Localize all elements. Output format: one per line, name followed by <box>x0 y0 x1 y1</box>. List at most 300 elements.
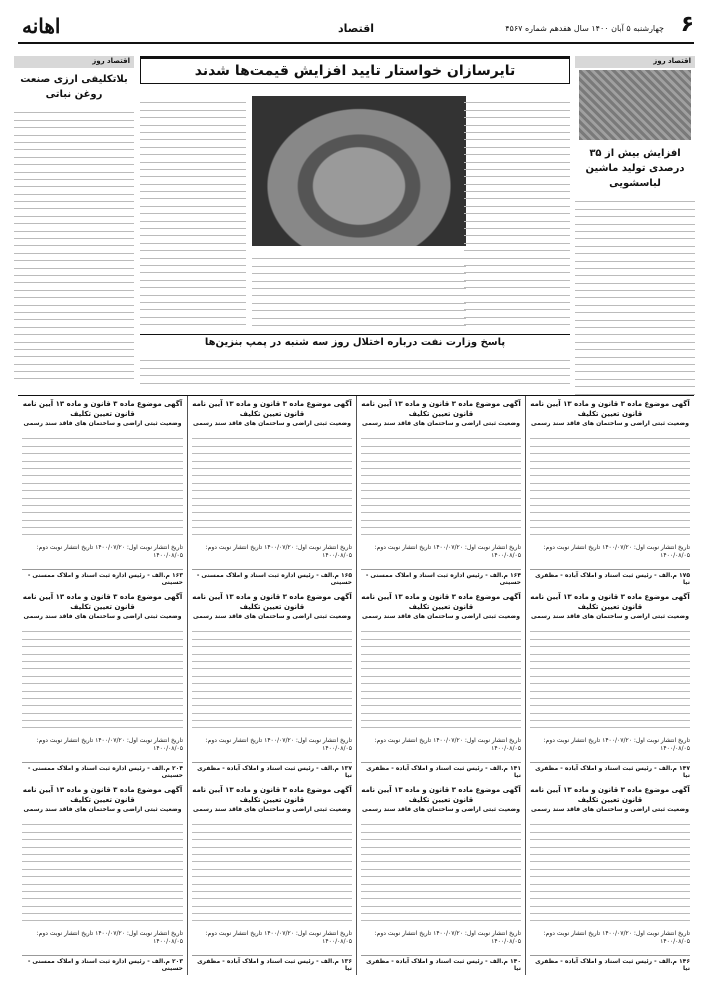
text-line <box>14 180 134 187</box>
text-line <box>22 721 183 728</box>
article-headline: بلاتکلیفی ارزی صنعت روغن نباتی <box>20 74 128 100</box>
text-line <box>192 632 352 639</box>
text-line <box>361 870 521 877</box>
text-line <box>192 818 352 825</box>
text-line <box>530 862 690 869</box>
text-line <box>140 281 246 288</box>
text-line <box>140 111 246 118</box>
text-line <box>140 259 246 266</box>
text-line <box>140 273 246 280</box>
notice-subtitle: وضعیت ثبتی اراضی و ساختمان های فاقد سند رسمی <box>193 806 351 813</box>
text-line <box>22 833 183 840</box>
text-line <box>22 885 183 892</box>
text-line <box>361 855 521 862</box>
text-line <box>464 133 570 140</box>
notice-subtitle: وضعیت ثبتی اراضی و ساختمان های فاقد سند رسمی <box>193 420 351 427</box>
text-line <box>192 848 352 855</box>
text-line <box>464 310 570 317</box>
text-line <box>14 313 134 320</box>
notice-signature: ۱۷۵ م.الف - رئیس ثبت اسناد و املاک آباده - مظفری نیا <box>530 569 690 586</box>
text-line <box>140 199 246 206</box>
text-line <box>575 291 695 298</box>
text-line <box>530 706 690 713</box>
main-headline: تایرسازان خواستار تایید افزایش قیمت‌ها شدند <box>140 56 570 84</box>
notice-title: آگهی موضوع ماده ۳ قانون و ماده ۱۳ آیین نامه قانون تعیین تکلیف <box>530 786 690 804</box>
text-line <box>575 239 695 246</box>
legal-notice <box>525 589 694 782</box>
text-line <box>22 848 183 855</box>
text-line <box>464 170 570 177</box>
text-line <box>140 163 246 170</box>
notice-signature: ۱۶۵ م.الف - رئیس اداره ثبت اسناد و املاک ممسنی - حسینی <box>192 569 352 586</box>
text-line <box>575 387 695 394</box>
text-line <box>361 528 521 535</box>
text-line <box>530 439 690 446</box>
text-line <box>192 870 352 877</box>
text-line <box>575 306 695 313</box>
left-column <box>14 56 134 386</box>
text-line <box>464 126 570 133</box>
text-line <box>14 320 134 327</box>
text-line <box>14 128 134 135</box>
text-line <box>140 244 246 251</box>
text-line <box>530 447 690 454</box>
text-line <box>140 192 246 199</box>
notice-subtitle: وضعیت ثبتی اراضی و ساختمان های فاقد سند رسمی <box>23 420 182 427</box>
legal-notice <box>356 782 525 975</box>
text-line <box>252 267 466 274</box>
text-line <box>464 148 570 155</box>
text-line <box>14 335 134 342</box>
text-line <box>464 199 570 206</box>
text-line <box>192 840 352 847</box>
notice-dates: تاریخ انتشار نوبت اول: ۱۴۰۰/۰۷/۲۰ تاریخ انتشار نوبت دوم: ۱۴۰۰/۰۸/۰۵ <box>543 544 690 559</box>
text-line <box>192 699 352 706</box>
text-line <box>530 528 690 535</box>
text-line <box>192 640 352 647</box>
article-body <box>14 106 134 386</box>
text-line <box>464 273 570 280</box>
text-line <box>192 506 352 513</box>
notice-body <box>530 625 690 735</box>
text-line <box>22 914 183 921</box>
text-line <box>14 195 134 202</box>
text-line <box>14 209 134 216</box>
text-line <box>575 254 695 261</box>
text-line <box>530 833 690 840</box>
text-line <box>361 521 521 528</box>
text-line <box>575 247 695 254</box>
notice-signature: ۱۶۴ م.الف - رئیس اداره ثبت اسناد و املاک ممسنی - حسینی <box>361 569 521 586</box>
text-line <box>192 499 352 506</box>
text-line <box>22 439 183 446</box>
text-line <box>22 714 183 721</box>
text-line <box>22 825 183 832</box>
text-line <box>140 310 246 317</box>
text-line <box>575 343 695 350</box>
text-line <box>22 491 183 498</box>
article-body <box>575 195 695 395</box>
notice-body <box>22 432 183 542</box>
text-line <box>361 885 521 892</box>
text-line <box>14 328 134 335</box>
text-line <box>192 907 352 914</box>
text-line <box>192 528 352 535</box>
text-line <box>361 447 521 454</box>
main-body-right <box>464 96 570 328</box>
notice-signature: ۱۴۶ م.الف - رئیس ثبت اسناد و املاک آباده - مظفری نیا <box>530 955 690 972</box>
text-line <box>140 376 570 383</box>
text-line <box>192 469 352 476</box>
text-line <box>530 892 690 899</box>
text-line <box>464 111 570 118</box>
text-line <box>14 106 134 113</box>
text-line <box>530 655 690 662</box>
dateline: چهارشنبه ۵ آبان ۱۴۰۰ سال هفدهم شماره ۴۵۶۷ <box>505 24 664 33</box>
text-line <box>464 318 570 325</box>
notice-subtitle: وضعیت ثبتی اراضی و ساختمان های فاقد سند رسمی <box>362 613 520 620</box>
text-line <box>530 469 690 476</box>
text-line <box>464 244 570 251</box>
text-line <box>361 907 521 914</box>
notice-signature: ۱۳۶ م.الف - رئیس ثبت اسناد و املاک آباده - مظفری نیا <box>192 955 352 972</box>
text-line <box>252 304 466 311</box>
notice-title: آگهی موضوع ماده ۳ قانون و ماده ۱۳ آیین نامه قانون تعیین تکلیف <box>192 400 352 418</box>
text-line <box>22 640 183 647</box>
text-line <box>530 899 690 906</box>
text-line <box>575 335 695 342</box>
text-line <box>140 96 246 103</box>
text-line <box>140 126 246 133</box>
text-line <box>14 365 134 372</box>
text-line <box>192 647 352 654</box>
notice-dates: تاریخ انتشار نوبت اول: ۱۴۰۰/۰۷/۲۰ تاریخ انتشار نوبت دوم: ۱۴۰۰/۰۸/۰۵ <box>36 544 183 559</box>
notice-subtitle: وضعیت ثبتی اراضی و ساختمان های فاقد سند رسمی <box>531 806 689 813</box>
text-line <box>530 825 690 832</box>
text-line <box>22 432 183 439</box>
text-line <box>140 354 570 361</box>
text-line <box>530 840 690 847</box>
text-line <box>464 207 570 214</box>
text-line <box>192 855 352 862</box>
text-line <box>361 506 521 513</box>
text-line <box>252 252 466 259</box>
text-line <box>22 855 183 862</box>
text-line <box>192 721 352 728</box>
text-line <box>575 225 695 232</box>
main-body-bottom <box>252 252 466 328</box>
text-line <box>14 202 134 209</box>
page-number: ۶ <box>680 12 694 37</box>
text-line <box>140 103 246 110</box>
text-line <box>140 266 246 273</box>
text-line <box>464 288 570 295</box>
text-line <box>575 232 695 239</box>
text-line <box>361 892 521 899</box>
text-line <box>575 350 695 357</box>
text-line <box>192 706 352 713</box>
text-line <box>361 862 521 869</box>
notice-body <box>530 432 690 542</box>
main-body-left <box>140 96 246 328</box>
text-line <box>22 521 183 528</box>
text-line <box>361 840 521 847</box>
text-line <box>22 662 183 669</box>
text-line <box>464 192 570 199</box>
text-line <box>530 885 690 892</box>
text-line <box>22 699 183 706</box>
text-line <box>140 303 246 310</box>
notice-dates: تاریخ انتشار نوبت اول: ۱۴۰۰/۰۷/۲۰ تاریخ انتشار نوبت دوم: ۱۴۰۰/۰۸/۰۵ <box>36 930 183 945</box>
notice-subtitle: وضعیت ثبتی اراضی و ساختمان های فاقد سند رسمی <box>23 806 182 813</box>
notice-dates: تاریخ انتشار نوبت اول: ۱۴۰۰/۰۷/۲۰ تاریخ انتشار نوبت دوم: ۱۴۰۰/۰۸/۰۵ <box>205 544 352 559</box>
text-line <box>361 825 521 832</box>
text-line <box>575 284 695 291</box>
text-line <box>192 521 352 528</box>
newspaper-logo: اهانه <box>22 14 61 38</box>
text-line <box>192 513 352 520</box>
text-line <box>14 291 134 298</box>
notice-body <box>192 432 352 542</box>
section-tag: اقتصاد روز <box>14 56 134 68</box>
notice-dates: تاریخ انتشار نوبت اول: ۱۴۰۰/۰۷/۲۰ تاریخ انتشار نوبت دوم: ۱۴۰۰/۰۸/۰۵ <box>543 930 690 945</box>
notice-subtitle: وضعیت ثبتی اراضی و ساختمان های فاقد سند رسمی <box>531 613 689 620</box>
text-line <box>22 692 183 699</box>
notice-body <box>361 818 521 928</box>
text-line <box>140 361 570 368</box>
text-line <box>252 296 466 303</box>
text-line <box>361 833 521 840</box>
notice-title: آگهی موضوع ماده ۳ قانون و ماده ۱۳ آیین نامه قانون تعیین تکلیف <box>192 786 352 804</box>
text-line <box>530 848 690 855</box>
text-line <box>22 476 183 483</box>
text-line <box>530 632 690 639</box>
legal-notices-grid <box>18 395 694 975</box>
notice-signature: ۲۰۳ م.الف - رئیس اداره ثبت اسناد و املاک ممسنی - حسینی <box>22 955 183 972</box>
text-line <box>22 625 183 632</box>
text-line <box>140 222 246 229</box>
text-line <box>22 632 183 639</box>
notice-title: آگهی موضوع ماده ۳ قانون و ماده ۱۳ آیین نامه قانون تعیین تکلیف <box>530 593 690 611</box>
text-line <box>575 313 695 320</box>
notice-dates: تاریخ انتشار نوبت اول: ۱۴۰۰/۰۷/۲۰ تاریخ انتشار نوبت دوم: ۱۴۰۰/۰۸/۰۵ <box>374 737 521 752</box>
text-line <box>140 229 246 236</box>
text-line <box>192 662 352 669</box>
text-line <box>361 462 521 469</box>
text-line <box>361 699 521 706</box>
text-line <box>530 640 690 647</box>
text-line <box>14 350 134 357</box>
text-line <box>22 647 183 654</box>
section-title: اقتصاد <box>337 22 375 35</box>
text-line <box>361 454 521 461</box>
page-header <box>18 14 694 44</box>
text-line <box>361 625 521 632</box>
notice-body <box>22 625 183 735</box>
text-line <box>361 655 521 662</box>
text-line <box>192 669 352 676</box>
notice-body <box>530 818 690 928</box>
legal-notice <box>356 396 525 589</box>
text-line <box>22 899 183 906</box>
text-line <box>361 848 521 855</box>
text-line <box>530 684 690 691</box>
sub-headline: پاسخ وزارت نفت درباره اختلال روز سه شنبه در پمپ بنزین‌ها <box>140 334 570 352</box>
text-line <box>14 372 134 379</box>
text-line <box>22 454 183 461</box>
legal-notice <box>18 782 187 975</box>
notice-subtitle: وضعیت ثبتی اراضی و ساختمان های فاقد سند رسمی <box>193 613 351 620</box>
text-line <box>192 862 352 869</box>
notice-title: آگهی موضوع ماده ۳ قانون و ماده ۱۳ آیین نامه قانون تعیین تکلیف <box>22 400 183 418</box>
text-line <box>22 818 183 825</box>
text-line <box>361 491 521 498</box>
text-line <box>464 266 570 273</box>
text-line <box>22 499 183 506</box>
text-line <box>530 513 690 520</box>
text-line <box>192 892 352 899</box>
text-line <box>14 113 134 120</box>
main-story <box>140 56 570 386</box>
text-line <box>464 214 570 221</box>
text-line <box>530 669 690 676</box>
text-line <box>14 276 134 283</box>
text-line <box>575 262 695 269</box>
text-line <box>14 239 134 246</box>
text-line <box>464 251 570 258</box>
text-line <box>14 121 134 128</box>
text-line <box>361 692 521 699</box>
section-tag: اقتصاد روز <box>575 56 695 68</box>
notice-dates: تاریخ انتشار نوبت اول: ۱۴۰۰/۰۷/۲۰ تاریخ انتشار نوبت دوم: ۱۴۰۰/۰۸/۰۵ <box>543 737 690 752</box>
text-line <box>14 246 134 253</box>
text-line <box>361 899 521 906</box>
notice-body <box>361 625 521 735</box>
legal-notice <box>525 782 694 975</box>
legal-notice <box>187 782 356 975</box>
text-line <box>140 148 246 155</box>
text-line <box>252 282 466 289</box>
text-line <box>361 714 521 721</box>
text-line <box>464 185 570 192</box>
text-line <box>252 289 466 296</box>
text-line <box>140 251 246 258</box>
text-line <box>252 311 466 318</box>
text-line <box>361 669 521 676</box>
text-line <box>464 177 570 184</box>
text-line <box>22 669 183 676</box>
text-line <box>192 454 352 461</box>
text-line <box>140 214 246 221</box>
text-line <box>530 662 690 669</box>
text-line <box>530 914 690 921</box>
text-line <box>140 118 246 125</box>
text-line <box>361 640 521 647</box>
text-line <box>192 476 352 483</box>
text-line <box>14 136 134 143</box>
text-line <box>140 207 246 214</box>
notice-dates: تاریخ انتشار نوبت اول: ۱۴۰۰/۰۷/۲۰ تاریخ انتشار نوبت دوم: ۱۴۰۰/۰۸/۰۵ <box>205 930 352 945</box>
text-line <box>530 647 690 654</box>
text-line <box>192 447 352 454</box>
text-line <box>575 321 695 328</box>
text-line <box>22 655 183 662</box>
text-line <box>530 907 690 914</box>
text-line <box>575 358 695 365</box>
text-line <box>140 170 246 177</box>
text-line <box>361 706 521 713</box>
text-line <box>361 721 521 728</box>
sub-body <box>140 354 570 384</box>
main-photo <box>252 96 466 246</box>
text-line <box>22 877 183 884</box>
text-line <box>192 899 352 906</box>
legal-notice <box>18 396 187 589</box>
text-line <box>22 506 183 513</box>
text-line <box>140 155 246 162</box>
notice-dates: تاریخ انتشار نوبت اول: ۱۴۰۰/۰۷/۲۰ تاریخ انتشار نوبت دوم: ۱۴۰۰/۰۸/۰۵ <box>374 930 521 945</box>
notice-body <box>22 818 183 928</box>
text-line <box>575 365 695 372</box>
text-line <box>14 224 134 231</box>
text-line <box>14 173 134 180</box>
text-line <box>14 306 134 313</box>
text-line <box>464 296 570 303</box>
text-line <box>575 328 695 335</box>
legal-notice <box>187 589 356 782</box>
right-column <box>575 56 695 386</box>
legal-notice <box>356 589 525 782</box>
text-line <box>192 462 352 469</box>
text-line <box>14 150 134 157</box>
text-line <box>14 343 134 350</box>
text-line <box>575 202 695 209</box>
notice-signature: ۱۴۱ م.الف - رئیس ثبت اسناد و املاک آباده - مظفری نیا <box>361 762 521 779</box>
text-line <box>464 259 570 266</box>
text-line <box>464 229 570 236</box>
text-line <box>530 855 690 862</box>
text-line <box>14 269 134 276</box>
text-line <box>361 469 521 476</box>
text-line <box>575 269 695 276</box>
text-line <box>361 662 521 669</box>
text-line <box>361 684 521 691</box>
text-line <box>575 372 695 379</box>
text-line <box>22 706 183 713</box>
text-line <box>252 274 466 281</box>
article-headline: افزایش بیش از ۳۵ درصدی تولید ماشین لباسشویی <box>585 148 685 189</box>
text-line <box>140 140 246 147</box>
notice-subtitle: وضعیت ثبتی اراضی و ساختمان های فاقد سند رسمی <box>23 613 182 620</box>
text-line <box>361 484 521 491</box>
text-line <box>464 155 570 162</box>
text-line <box>530 818 690 825</box>
text-line <box>530 484 690 491</box>
text-line <box>22 513 183 520</box>
text-line <box>14 143 134 150</box>
text-line <box>22 484 183 491</box>
text-line <box>530 877 690 884</box>
text-line <box>530 625 690 632</box>
text-line <box>464 303 570 310</box>
text-line <box>530 677 690 684</box>
notice-title: آگهی موضوع ماده ۳ قانون و ماده ۱۳ آیین نامه قانون تعیین تکلیف <box>530 400 690 418</box>
text-line <box>361 439 521 446</box>
text-line <box>464 118 570 125</box>
notice-body <box>192 625 352 735</box>
notice-subtitle: وضعیت ثبتی اراضی و ساختمان های فاقد سند رسمی <box>362 420 520 427</box>
notice-body <box>192 818 352 928</box>
